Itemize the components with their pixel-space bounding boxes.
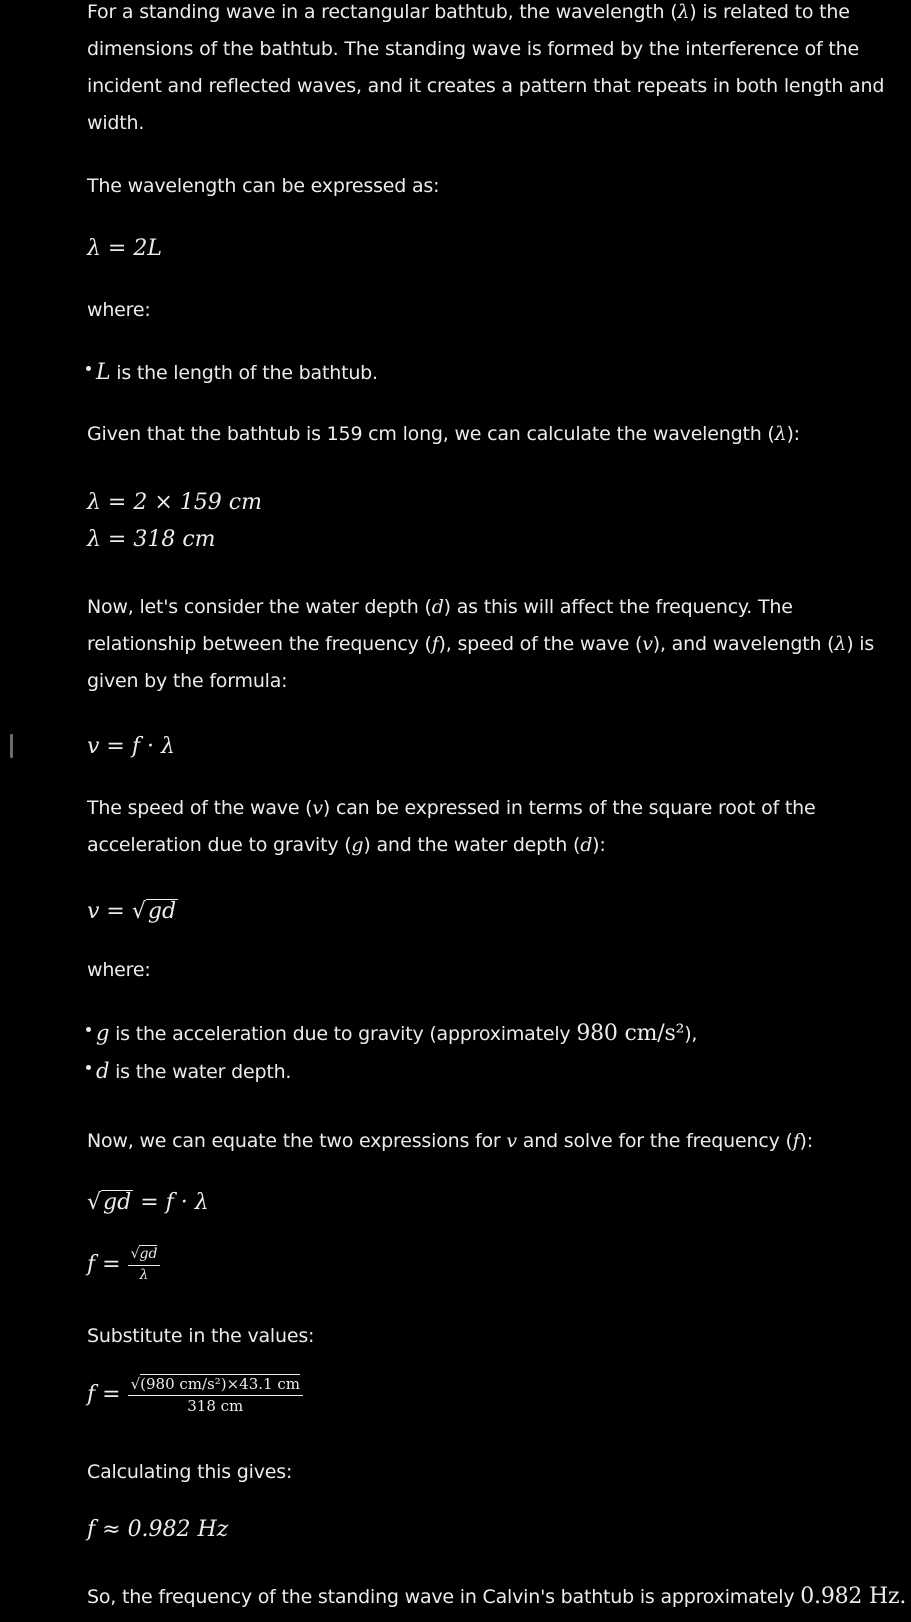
intro-line-4: width. <box>87 112 145 134</box>
wavelength-expr-text: The wavelength can be expressed as: <box>87 175 440 197</box>
equation-equate: √gd = f · λ <box>87 1190 209 1215</box>
where-text-1: where: <box>87 299 151 321</box>
bullet-list-L <box>96 354 378 392</box>
substitute-text: Substitute in the values: <box>87 1325 315 1347</box>
intro-line-1a: For a standing wave in a rectangular bathtub, the wavelength ( <box>87 1 678 23</box>
equation-v-f-lambda: v = f · λ <box>87 734 175 759</box>
equation-lambda-calc1: λ = 2 × 159 cm <box>87 490 262 515</box>
lambda-symbol: λ <box>677 1 690 23</box>
equation-lambda-calc2: λ = 318 cm <box>87 527 216 552</box>
list-item: d is the water depth. <box>96 1053 697 1091</box>
equation-substitute: f = $\frac{\text{√(980 cm/s²)×43.1 cm}}{318 cm}$ <box>87 1376 303 1414</box>
intro-paragraph <box>87 0 884 142</box>
bullet-list-g-d <box>96 1015 697 1091</box>
equation-f-fraction: f = $\frac{√gd}{\lambda}$ <box>87 1246 160 1283</box>
equation-lambda-2L: λ = 2L <box>87 236 162 261</box>
list-item: g is the acceleration due to gravity (approximately 980 cm/s²), <box>96 1015 697 1053</box>
list-item: L is the length of the bathtub. <box>96 354 378 392</box>
equate-paragraph: Now, we can equate the two expressions for v and solve for the frequency (f): <box>87 1130 813 1152</box>
equation-v-sqrt-gd: v = √gd <box>87 899 177 924</box>
conclusion-paragraph: So, the frequency of the standing wave in Calvin's bathtub is approximately 0.982 Hz. <box>87 1584 907 1609</box>
lambda-symbol: λ <box>774 423 787 445</box>
intro-line-2: dimensions of the bathtub. The standing wave is formed by the interference of the <box>87 38 859 60</box>
given-paragraph: Given that the bathtub is 159 cm long, we can calculate the wavelength (λ): <box>87 423 800 445</box>
depth-paragraph: Now, let's consider the water depth (d) as this will affect the frequency. The relationship between the frequency (f), speed of the wave (v), and wavelength (λ) is given by the formula: <box>87 596 875 692</box>
where-text-2: where: <box>87 959 151 981</box>
intro-line-1b: ) is related to the <box>689 1 850 23</box>
intro-line-3: incident and reflected waves, and it creates a pattern that repeats in both length and <box>87 75 885 97</box>
speed-paragraph: The speed of the wave (v) can be expressed in terms of the square root of the acceleration due to gravity (g) and the water depth (d): <box>87 797 816 856</box>
equation-result: f ≈ 0.982 Hz <box>87 1517 229 1542</box>
calculating-text: Calculating this gives: <box>87 1461 293 1483</box>
scroll-indicator[interactable] <box>10 734 13 758</box>
